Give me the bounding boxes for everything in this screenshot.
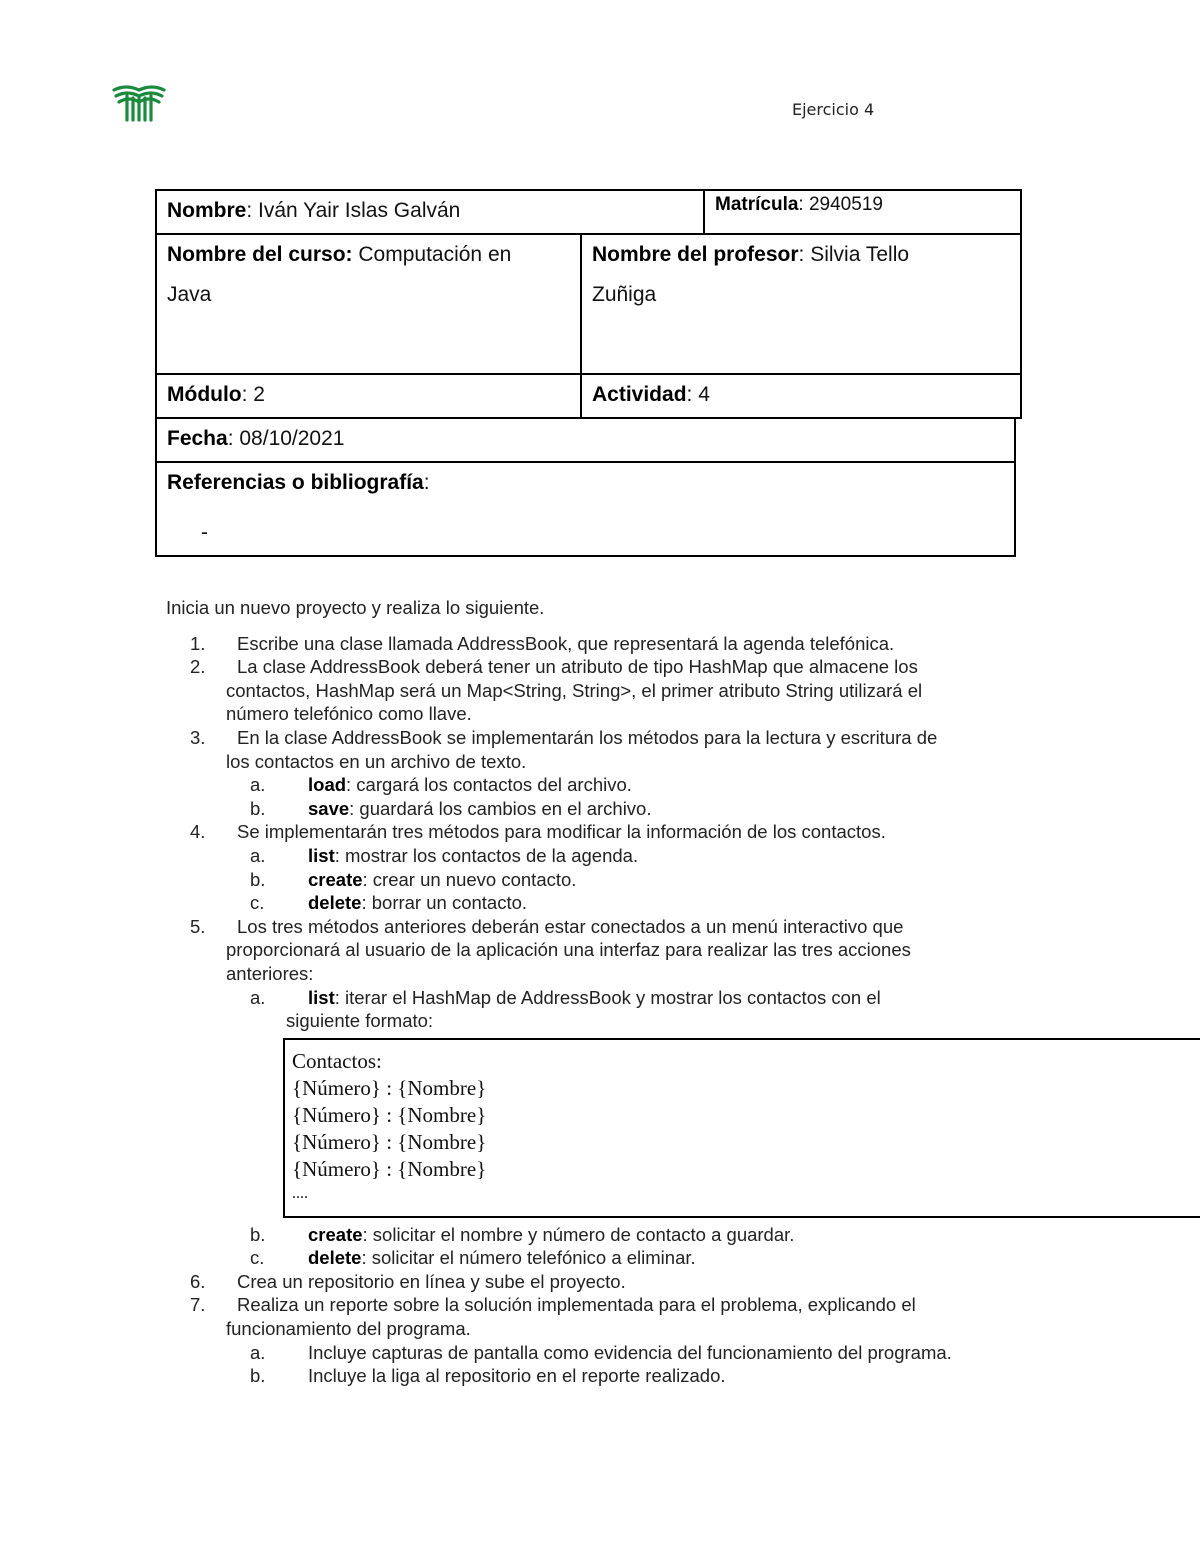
item-text-cont: proporcionará al usuario de la aplicación una interfaz para realizar las tres acciones <box>226 939 911 961</box>
method-name: delete <box>308 892 362 914</box>
format-line: {Número} : {Nombre} <box>292 1076 487 1100</box>
sub-text: Incluye la liga al repositorio en el reporte realizado. <box>308 1365 726 1387</box>
format-line: .... <box>292 1185 308 1202</box>
sub-item <box>166 1223 1046 1247</box>
item-text: Escribe una clase llamada AddressBook, que representará la agenda telefónica. <box>237 632 895 654</box>
sub-text: Incluye capturas de pantalla como evidencia del funcionamiento del programa. <box>308 1341 952 1363</box>
sub-letter: b. <box>250 868 266 890</box>
sub-item <box>166 891 1046 915</box>
sub-text: : iterar el HashMap de AddressBook y mostrar los contactos con el <box>334 986 881 1008</box>
profesor-value: : Silvia Tello <box>798 243 910 266</box>
student-info-table <box>155 189 1022 557</box>
sub-text: : cargará los contactos del archivo. <box>346 774 632 796</box>
curso-value-line2: Java <box>167 283 212 306</box>
item-text-cont: funcionamiento del programa. <box>226 1318 471 1340</box>
item-text: En la clase AddressBook se implementarán los métodos para la lectura y escritura de <box>237 726 938 748</box>
sub-item <box>166 797 1046 821</box>
sub-letter: b. <box>250 797 266 819</box>
list-item <box>166 726 1046 773</box>
sub-letter: a. <box>250 1341 266 1363</box>
item-text-cont: contactos, HashMap será un Map<String, String>, el primer atributo String utilizará el <box>226 679 923 701</box>
item-text: Se implementarán tres métodos para modificar la información de los contactos. <box>237 821 886 843</box>
sub-letter: b. <box>250 1223 266 1245</box>
intro-text: Inicia un nuevo proyecto y realiza lo siguiente. <box>166 597 545 618</box>
list-item <box>166 632 1046 656</box>
format-line: {Número} : {Nombre} <box>292 1157 487 1181</box>
curso-value: Computación en <box>352 243 512 266</box>
university-logo-icon <box>112 84 166 122</box>
sub-letter: a. <box>250 844 266 866</box>
sub-letter: c. <box>250 892 265 914</box>
list-item <box>166 820 1046 844</box>
nombre-label: Nombre <box>167 199 247 222</box>
item-text-cont: número telefónico como llave. <box>226 703 472 725</box>
sub-text: : solicitar el número telefónico a eliminar. <box>361 1247 696 1269</box>
item-text: Los tres métodos anteriores deberán estar conectados a un menú interactivo que <box>237 915 904 937</box>
matricula-label: Matrícula <box>715 194 799 215</box>
sub-text: : crear un nuevo contacto. <box>362 868 577 890</box>
method-name: save <box>308 797 350 819</box>
item-text: Realiza un reporte sobre la solución implementada para el problema, explicando el <box>237 1294 916 1316</box>
actividad-cell <box>580 373 1022 419</box>
format-line: Contactos: <box>292 1049 382 1073</box>
actividad-value: : 4 <box>686 383 710 406</box>
item-number: 3. <box>190 726 206 748</box>
sub-item <box>166 986 1046 1010</box>
modulo-value: : 2 <box>241 383 265 406</box>
item-text-cont: anteriores: <box>226 962 314 984</box>
list-item <box>166 1293 1046 1340</box>
list-item <box>166 1270 1046 1294</box>
sub-text: : mostrar los contactos de la agenda. <box>334 844 639 866</box>
sub-item <box>166 1341 1046 1365</box>
sub-letter: c. <box>250 1247 265 1269</box>
referencias-cell <box>155 461 1016 557</box>
item-text: La clase AddressBook deberá tener un atributo de tipo HashMap que almacene los <box>237 656 918 678</box>
item-number: 6. <box>190 1270 206 1292</box>
curso-label: Nombre del curso: <box>167 243 353 266</box>
item-number: 2. <box>190 656 206 678</box>
matricula-value: : 2940519 <box>798 194 883 215</box>
sub-text: : borrar un contacto. <box>361 892 528 914</box>
sub-item <box>166 773 1046 797</box>
fecha-value: : 08/10/2021 <box>227 427 345 450</box>
nombre-cell <box>155 189 705 235</box>
modulo-label: Módulo <box>167 383 242 406</box>
profesor-cell <box>580 233 1022 375</box>
sub-item <box>166 844 1046 868</box>
output-format-box <box>283 1038 1200 1218</box>
fecha-label: Fecha <box>167 427 228 450</box>
method-name: delete <box>308 1247 362 1269</box>
list-item <box>166 655 1046 726</box>
format-line: {Número} : {Nombre} <box>292 1130 487 1154</box>
actividad-label: Actividad <box>592 383 687 406</box>
item-number: 1. <box>190 632 206 654</box>
item-text-cont: los contactos en un archivo de texto. <box>226 750 527 772</box>
sub-item <box>166 1246 1046 1270</box>
sub-letter: a. <box>250 774 266 796</box>
referencias-label: Referencias o bibliografía <box>167 471 424 494</box>
sub-item <box>166 868 1046 892</box>
method-name: list <box>308 986 335 1008</box>
item-number: 7. <box>190 1294 206 1316</box>
sub-item <box>166 1364 1046 1388</box>
curso-cell <box>155 233 582 375</box>
method-name: load <box>308 774 347 796</box>
matricula-cell <box>703 189 1022 235</box>
sub-text: : guardará los cambios en el archivo. <box>349 797 652 819</box>
sub-text-cont: siguiente formato: <box>286 1010 434 1032</box>
method-name: create <box>308 868 363 890</box>
method-name: list <box>308 844 335 866</box>
format-line: {Número} : {Nombre} <box>292 1103 487 1127</box>
referencias-value: - <box>201 521 208 544</box>
method-name: create <box>308 1223 363 1245</box>
nombre-value: : Iván Yair Islas Galván <box>246 199 461 222</box>
profesor-value-line2: Zuñiga <box>592 283 657 306</box>
fecha-cell <box>155 417 1016 463</box>
document-title: Ejercicio 4 <box>792 100 875 119</box>
sub-text: : solicitar el nombre y número de contacto a guardar. <box>362 1223 795 1245</box>
instructions <box>166 596 1046 1388</box>
item-number: 5. <box>190 915 206 937</box>
modulo-cell <box>155 373 582 419</box>
item-text: Crea un repositorio en línea y sube el proyecto. <box>237 1270 626 1292</box>
item-number: 4. <box>190 821 206 843</box>
referencias-colon: : <box>423 471 430 494</box>
profesor-label: Nombre del profesor <box>592 243 799 266</box>
sub-letter: a. <box>250 986 266 1008</box>
list-item <box>166 915 1046 986</box>
sub-letter: b. <box>250 1365 266 1387</box>
